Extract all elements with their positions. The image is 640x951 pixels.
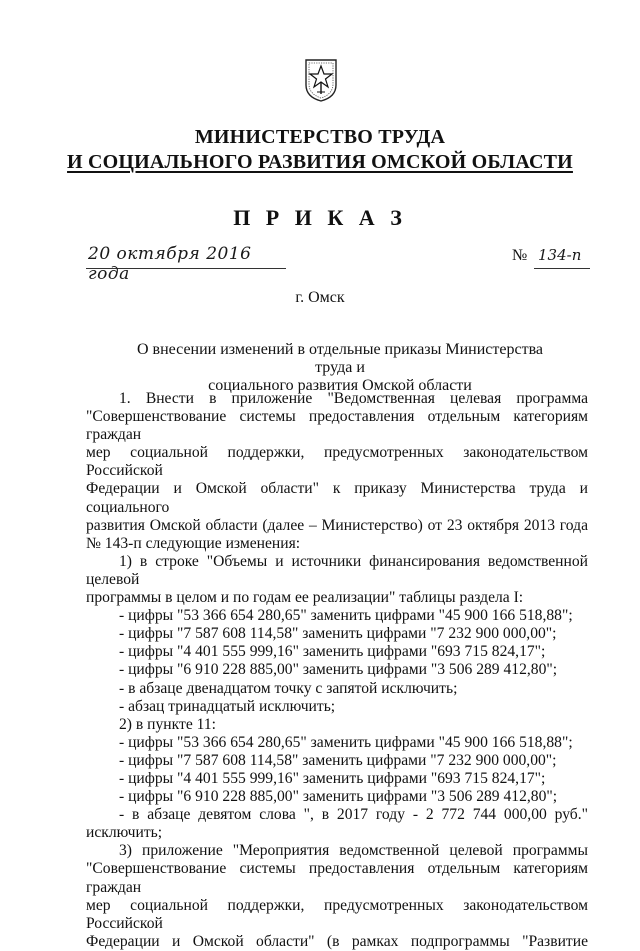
list-item: - в абзаце девятом слова ", в 2017 году - 2 772 744 000,00 руб." xyxy=(119,806,588,824)
order-subject xyxy=(120,341,560,395)
list-item: - цифры "7 587 608 114,58" заменить цифрами "7 232 900 000,00"; xyxy=(119,751,557,769)
list-item: - абзац тринадцатый исключить; xyxy=(119,697,336,715)
paragraph-line: 1) в строке "Объемы и источники финансирования ведомственной целевой xyxy=(86,552,588,588)
paragraph-line: мер социальной поддержки, предусмотренных законодательством Российской xyxy=(86,444,588,480)
document-type-heading: П Р И К А З xyxy=(233,205,407,230)
list-item: - цифры "6 910 228 885,00" заменить цифрами "3 506 289 412,80"; xyxy=(119,661,558,679)
number-label: № xyxy=(512,247,528,264)
order-body xyxy=(86,390,588,951)
paragraph-line: программы в целом и по годам ее реализации" таблицы раздела I: xyxy=(86,589,524,607)
list-item: - цифры "6 910 228 885,00" заменить цифрами "3 506 289 412,80"; xyxy=(119,788,558,806)
paragraph-line: Федерации и Омской области" к приказу Министерства труда и социального xyxy=(86,480,588,516)
paragraph-line: Федерации и Омской области" (в рамках подпрограммы "Развитие xyxy=(86,932,588,950)
ministry-name-line2: И СОЦИАЛЬНОГО РАЗВИТИЯ ОМСКОЙ ОБЛАСТИ xyxy=(67,151,573,173)
subject-line2: социального развития Омской области xyxy=(208,377,472,394)
list-item: - цифры "53 366 654 280,65" заменить цифрами "45 900 166 518,88"; xyxy=(119,733,573,751)
list-item: - в абзаце двенадцатом точку с запятой исключить; xyxy=(119,679,458,697)
ministry-name-line1: МИНИСТЕРСТВО ТРУДА xyxy=(194,126,446,148)
paragraph-line: развития Омской области (далее – Министерство) от 23 октября 2013 года xyxy=(86,516,588,534)
list-item: - цифры "53 366 654 280,65" заменить цифрами "45 900 166 518,88"; xyxy=(119,607,573,625)
handwritten-number: 134-п xyxy=(538,246,582,264)
number-field xyxy=(534,244,590,269)
paragraph-line: 1. Внести в приложение "Ведомственная целевая программа xyxy=(119,390,588,407)
paragraph-line: "Совершенствование системы предоставления отдельным категориям граждан xyxy=(86,408,588,444)
paragraph-line: мер социальной поддержки, предусмотренных законодательством Российской xyxy=(86,896,588,932)
handwritten-date: 20 октября 2016 года xyxy=(88,244,252,284)
date-field xyxy=(86,244,286,284)
paragraph-line: 3) приложение "Мероприятия ведомственной целевой программы xyxy=(119,842,588,860)
list-item: - цифры "4 401 555 999,16" заменить цифрами "693 715 824,17"; xyxy=(119,769,546,787)
paragraph-line: № 143-п следующие изменения: xyxy=(86,534,301,552)
subject-line1: О внесении изменений в отдельные приказы Министерства труда и xyxy=(136,341,544,376)
list-item: - цифры "4 401 555 999,16" заменить цифрами "693 715 824,17"; xyxy=(119,643,546,661)
city-line: г. Омск xyxy=(295,289,345,306)
paragraph-line: исключить; xyxy=(86,824,163,842)
paragraph-line: 2) в пункте 11: xyxy=(119,715,216,733)
list-item: - цифры "7 587 608 114,58" заменить цифрами "7 232 900 000,00"; xyxy=(119,625,557,643)
paragraph-line: "Совершенствование системы предоставления отдельным категориям граждан xyxy=(86,860,588,896)
coat-of-arms-emblem xyxy=(303,57,339,103)
